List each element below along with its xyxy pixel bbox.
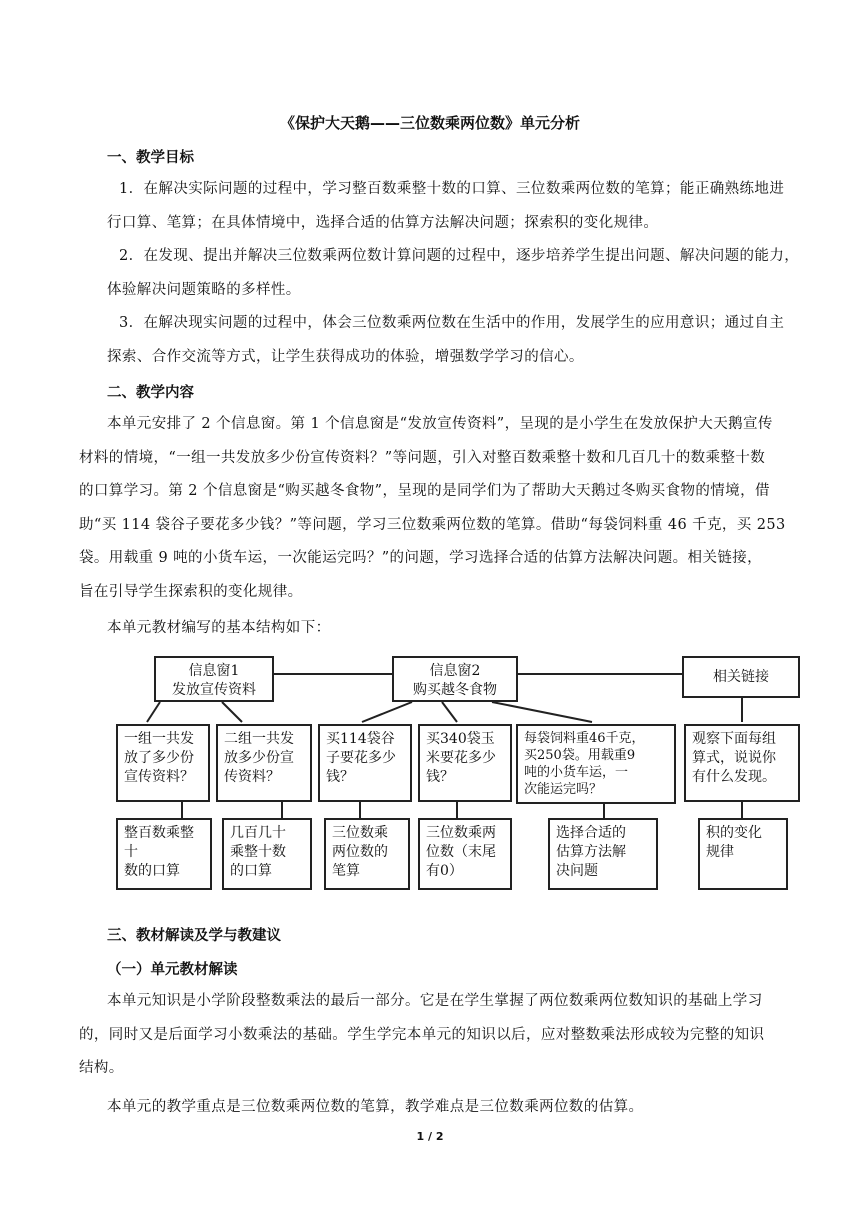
- question-box-6: [684, 724, 800, 802]
- related-link-box: [682, 656, 800, 698]
- text-line: 的，同时又是后面学习小数乘法的基础。学生学完本单元的知识以后，应对整数乘法形成较为完整的知识: [79, 1026, 765, 1043]
- subsection-heading: （一）单元教材解读: [107, 962, 238, 978]
- text-line: 材料的情境，“一组一共发放多少份宣传资料？”等问题，引入对整百数乘整十数和几百几十的数乘整十数: [79, 449, 766, 466]
- text-line: 旨在引导学生探索积的变化规律。: [79, 583, 303, 600]
- text-line: 乘整十数: [230, 844, 286, 860]
- text-line: 本单元知识是小学阶段整数乘法的最后一部分。它是在学生掌握了两位数乘两位数知识的基础上学习: [107, 993, 763, 1009]
- question-box-1: [116, 724, 210, 802]
- text-line: 次能运完吗？: [524, 782, 603, 797]
- text-line: 决问题: [556, 863, 598, 879]
- text-line: 本单元安排了 2 个信息窗。第 1 个信息窗是“发放宣传资料”，呈现的是小学生在发放保护大天鹅宣传: [107, 416, 773, 432]
- text-line: 放多少份宣: [224, 750, 294, 766]
- objective-1: [107, 173, 797, 240]
- text-line: 探索、合作交流等方式，让学生获得成功的体验，增强数学学习的信心。: [107, 348, 584, 365]
- structure-diagram: [112, 650, 802, 895]
- text-line: 3．在解决现实问题的过程中，体会三位数乘两位数在生活中的作用，发展学生的应用意识；通过自主: [119, 315, 785, 331]
- text-line: 积的变化: [706, 825, 762, 841]
- text-line: 2．在发现、提出并解决三位数乘两位数计算问题的过程中，逐步培养学生提出问题、解决问题的能力，: [119, 248, 800, 264]
- text-line: 放了多少份: [124, 750, 194, 766]
- text-line: 三位数乘: [332, 825, 388, 841]
- info-window-1-box: [154, 656, 274, 702]
- text-line: 有什么发现。: [692, 769, 776, 785]
- text-line: 袋。用载重 9 吨的小货车运，一次能运完吗？”的问题，学习选择合适的估算方法解决问题。相关链接，: [79, 550, 763, 566]
- text-line: 笔算: [332, 863, 360, 879]
- topic-box-6: [698, 818, 788, 890]
- text-line: 米要花多少: [426, 750, 496, 766]
- topic-box-5: [548, 818, 658, 890]
- text-line: 观察下面每组: [692, 731, 776, 747]
- text-line: 结构。: [79, 1060, 124, 1076]
- text-line: 位数（末尾: [426, 844, 496, 860]
- question-box-3: [318, 724, 412, 802]
- interpretation-paragraph: [79, 985, 797, 1086]
- text-line: 两位数的: [332, 844, 388, 860]
- info-window-1-subtitle: 发放宣传资料: [172, 682, 256, 698]
- text-line: 有0）: [426, 863, 463, 879]
- info-window-2-subtitle: 购买越冬食物: [413, 682, 497, 698]
- text-line: 二组一共发: [224, 731, 294, 747]
- text-line: 传资料？: [224, 769, 280, 785]
- content-paragraph: [79, 408, 797, 609]
- question-box-2: [216, 724, 312, 802]
- related-link-title: 相关链接: [713, 669, 769, 685]
- text-line: 三位数乘两: [426, 825, 496, 841]
- section-heading-content: 二、教学内容: [107, 385, 194, 401]
- text-line: 买340袋玉: [426, 731, 495, 747]
- text-line: 一组一共发: [124, 731, 194, 747]
- text-line: 宣传资料？: [124, 769, 194, 785]
- text-line: 体验解决问题策略的多样性。: [107, 281, 301, 298]
- text-line: 每袋饲料重46千克，: [524, 731, 645, 746]
- text-line: 整百数乘整十: [124, 825, 194, 860]
- text-line: 算式，说说你: [692, 750, 776, 766]
- info-window-1-title: 信息窗1: [188, 663, 240, 679]
- text-line: 行口算、笔算；在具体情境中，选择合适的估算方法解决问题；探索积的变化规律。: [107, 214, 659, 231]
- text-line: 吨的小货车运，一: [524, 765, 629, 780]
- section-heading-interpretation: 三、教材解读及学与教建议: [107, 928, 281, 944]
- text-line: 1．在解决实际问题的过程中，学习整百数乘整十数的口算、三位数乘两位数的笔算；能正确熟练地进: [119, 181, 785, 197]
- info-window-2-title: 信息窗2: [429, 663, 481, 679]
- topic-box-3: [324, 818, 410, 890]
- text-line: 几百几十: [230, 825, 286, 841]
- text-line: 选择合适的: [556, 825, 626, 841]
- objective-3: [107, 307, 797, 374]
- text-line: 买250袋。用载重9: [524, 748, 636, 763]
- question-box-5: [516, 724, 676, 804]
- question-box-4: [418, 724, 512, 802]
- text-line: 买114袋谷: [326, 731, 395, 747]
- topic-box-1: [116, 818, 212, 890]
- text-line: 规律: [706, 844, 734, 860]
- text-line: 钱？: [426, 769, 454, 785]
- text-line: 估算方法解: [556, 844, 626, 860]
- focus-paragraph: 本单元的教学重点是三位数乘两位数的笔算，教学难点是三位数乘两位数的估算。: [107, 1099, 644, 1115]
- structure-intro: 本单元教材编写的基本结构如下：: [107, 620, 331, 636]
- text-line: 子要花多少: [326, 750, 396, 766]
- objective-2: [107, 240, 800, 307]
- info-window-2-box: [392, 656, 518, 702]
- text-line: 的口算: [230, 863, 272, 879]
- topic-box-2: [222, 818, 312, 890]
- text-line: 钱？: [326, 769, 354, 785]
- text-line: 的口算学习。第 2 个信息窗是“购买越冬食物”，呈现的是同学们为了帮助大天鹅过冬购买食物的情境，借: [79, 483, 770, 499]
- text-line: 数的口算: [124, 863, 180, 879]
- text-line: 助“买 114 袋谷子要花多少钱？”等问题，学习三位数乘两位数的笔算。借助“每袋饲料重 46 千克，买 253: [79, 516, 786, 533]
- document-title: 《保护大天鹅——三位数乘两位数》单元分析: [279, 114, 580, 132]
- section-heading-objectives: 一、教学目标: [107, 150, 194, 166]
- page-number: 1 / 2: [416, 1130, 444, 1143]
- topic-box-4: [418, 818, 512, 890]
